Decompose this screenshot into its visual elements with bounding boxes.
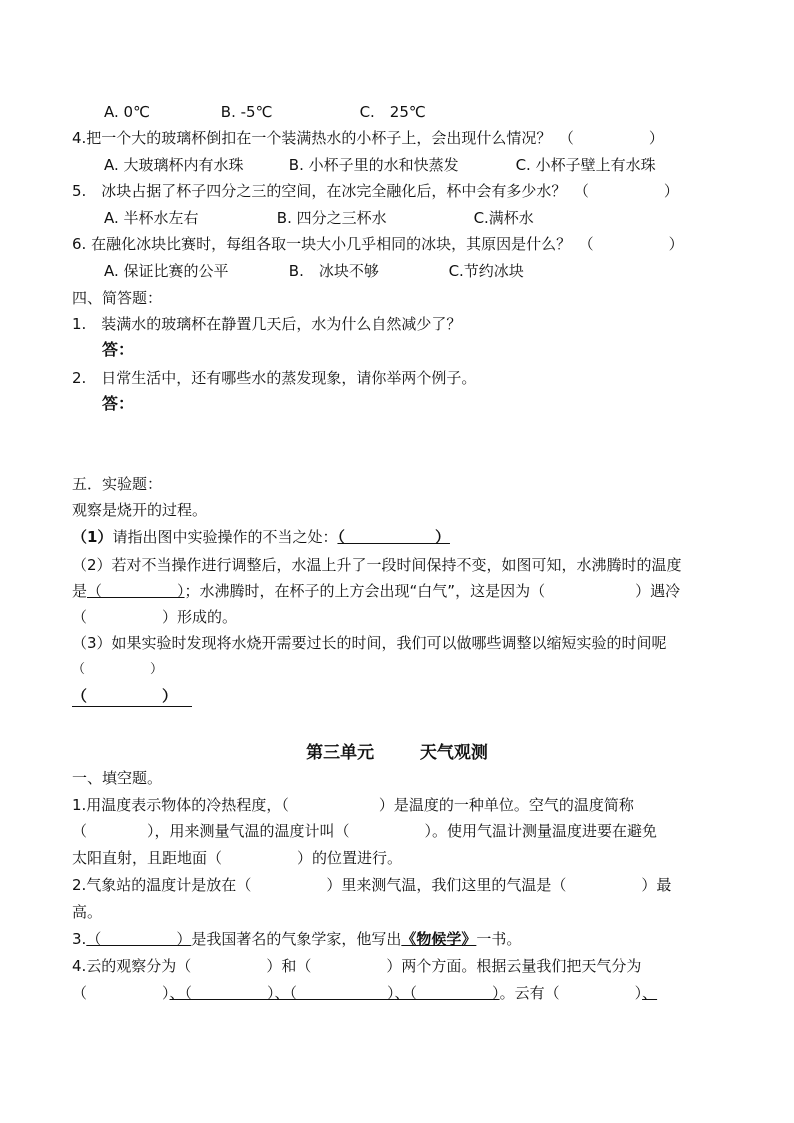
answer-underline xyxy=(72,706,192,707)
section5-part2-line3: （ ）形成的。 xyxy=(72,608,238,626)
part2-text-a: 是 xyxy=(72,582,88,600)
section4-heading: 四、简答题： xyxy=(72,289,163,307)
unit3-heading: 一、填空题。 xyxy=(72,769,163,787)
section5-heading: 五．实验题： xyxy=(72,475,163,493)
q4-options xyxy=(104,155,656,175)
section5-intro: 观察是烧开的过程。 xyxy=(72,501,208,519)
part2-text-b: ；水沸腾时，在杯子的上方会出现“白气”，这是因为（ ）遇冷 xyxy=(184,582,681,600)
fill4-line2 xyxy=(72,983,657,1003)
fill4-blank-d[interactable]: 、（ ） xyxy=(394,984,500,1002)
section4-answer1-label: 答： xyxy=(102,340,135,359)
part1-text: 请指出图中实验操作的不当之处： xyxy=(112,528,338,546)
fill3-blank[interactable]: （ ） xyxy=(86,930,192,948)
q6-option-a[interactable]: A. 保证比赛的公平 xyxy=(104,262,229,280)
q4-option-c[interactable]: C. 小杯子壁上有水珠 xyxy=(515,156,656,174)
fill1-line1: 1.用温度表示物体的冷热程度，（ ）是温度的一种单位。空气的温度简称 xyxy=(72,796,634,814)
section5-part3-line3[interactable]: （ ） xyxy=(72,687,178,705)
section4-q2: 2. 日常生活中，还有哪些水的蒸发现象，请你举两个例子。 xyxy=(72,369,477,387)
fill3-number: 3. xyxy=(72,930,87,948)
fill4-line1: 4.云的观察分为（ ）和（ ）两个方面。根据云量我们把天气分为 xyxy=(72,957,642,975)
fill2-line1: 2.气象站的温度计是放在（ ）里来测气温，我们这里的气温是（ ）最 xyxy=(72,876,672,894)
fill4-trailing: 、 xyxy=(642,984,658,1002)
fill4-blank-b[interactable]: 、（ ） xyxy=(169,984,275,1002)
section5-part3-line2[interactable]: （ ） xyxy=(72,662,164,677)
section5-part3-line1: （3）如果实验时发现将水烧开需要过长的时间，我们可以做哪些调整以缩短实验的时间呢 xyxy=(72,634,667,652)
q3-option-a[interactable]: A. 0℃ xyxy=(104,103,150,121)
q5-stem: 5. 冰块占据了杯子四分之三的空间，在冰完全融化后，杯中会有多少水？ （ ） xyxy=(72,182,679,200)
part1-number: （1） xyxy=(72,528,113,546)
section4-answer2-label: 答： xyxy=(102,394,135,413)
section5-part2-line1: （2）若对不当操作进行调整后，水温上升了一段时间保持不变，如图可知，水沸腾时的温度 xyxy=(72,556,682,574)
section5-part1 xyxy=(72,527,450,547)
q3-option-b[interactable]: B. -5℃ xyxy=(220,103,273,121)
q5-option-a[interactable]: A. 半杯水左右 xyxy=(104,209,199,227)
q5-option-c[interactable]: C.满杯水 xyxy=(473,209,534,227)
fill4-text-e: 。云有（ ） xyxy=(499,984,643,1002)
fill4-blank-c[interactable]: 、（ ） xyxy=(274,984,395,1002)
q3-option-c[interactable]: C. 25℃ xyxy=(359,103,426,121)
q6-options xyxy=(104,261,524,281)
q4-option-b[interactable]: B. 小杯子里的水和快蒸发 xyxy=(288,156,459,174)
q6-option-b[interactable]: B. 冰块不够 xyxy=(288,262,379,280)
q4-option-a[interactable]: A. 大玻璃杯内有水珠 xyxy=(104,156,244,174)
q5-options xyxy=(104,208,534,228)
q4-stem: 4.把一个大的玻璃杯倒扣在一个装满热水的小杯子上，会出现什么情况？ （ ） xyxy=(72,129,664,147)
q5-option-b[interactable]: B. 四分之三杯水 xyxy=(276,209,387,227)
fill2-line2: 高。 xyxy=(72,903,103,921)
q3-options xyxy=(104,102,426,122)
section4-q1: 1. 装满水的玻璃杯在静置几天后，水为什么自然减少了？ xyxy=(72,315,462,333)
unit3-title-number: 第三单元 xyxy=(306,743,375,763)
fill1-line2: （ ），用来测量气温的温度计叫（ ）。使用气温计测量温度进要在避免 xyxy=(72,822,658,840)
q6-option-c[interactable]: C.节约冰块 xyxy=(448,262,524,280)
section5-part2-line2 xyxy=(72,581,680,601)
fill1-line3: 太阳直射，且距地面（ ）的位置进行。 xyxy=(72,849,403,867)
fill3-book-title: 《物候学》 xyxy=(401,930,477,948)
q6-stem: 6. 在融化冰块比赛时，每组各取一块大小几乎相同的冰块，其原因是什么？ （ ） xyxy=(72,235,684,253)
fill4-blank-a[interactable]: （ ） xyxy=(72,984,170,1002)
unit3-title-name: 天气观测 xyxy=(419,743,488,763)
fill3 xyxy=(72,929,521,949)
part1-blank[interactable]: （ ） xyxy=(337,528,450,546)
fill3-end: 一书。 xyxy=(476,930,522,948)
fill3-text: 是我国著名的气象学家，他写出 xyxy=(191,930,402,948)
unit3-title xyxy=(0,738,794,763)
part2-blank-temperature[interactable]: （ ） xyxy=(87,582,185,600)
